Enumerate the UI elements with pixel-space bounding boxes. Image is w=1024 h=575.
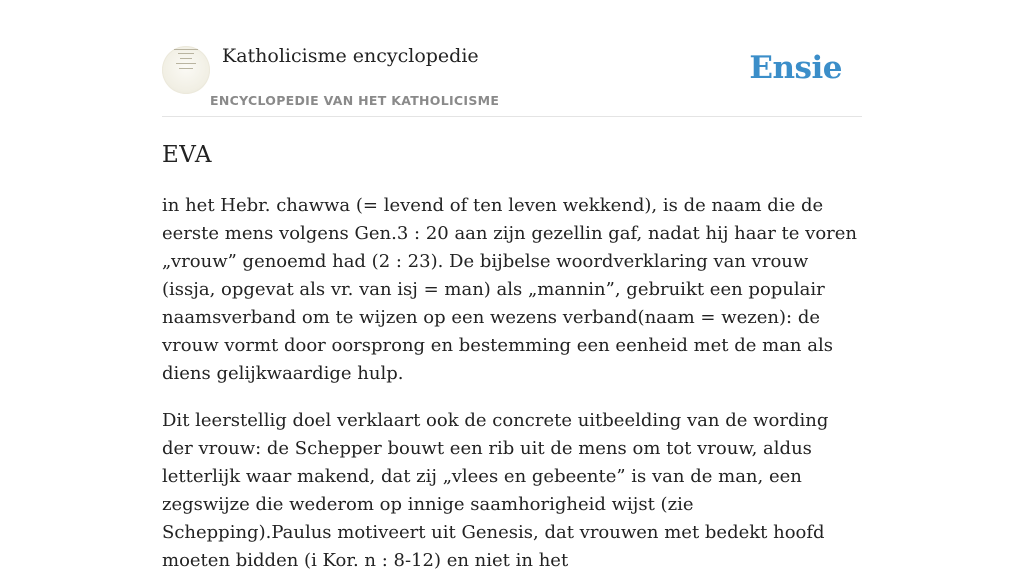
book-cover-icon[interactable] [162,46,210,94]
article-body [162,192,864,575]
ensie-logo-link[interactable]: Ensie [749,50,842,86]
header [162,0,862,117]
article [162,140,864,575]
book-title[interactable]: Katholicisme encyclopedie [222,45,479,67]
article-title: EVA [162,142,212,168]
book-subtitle: ENCYCLOPEDIE VAN HET KATHOLICISME [210,93,500,108]
article-paragraph: in het Hebr. chawwa (= levend of ten leven wekkend), is de naam die de eerste mens volgens Gen.3 : 20 aan zijn gezellin gaf, nadat hij haar te voren „vrouw” genoemd had (2 : 23). De bijbelse woordverklaring van vrouw (issja, opgevat als vr. van isj = man) als „mannin”, gebruikt een populair naamsverband om te wijzen op een wezens verband(naam = wezen): de vrouw vormt door oorsprong en bestemming een eenheid met de man als diens gelijkwaardige hulp. [162,195,858,384]
article-paragraph: Dit leerstellig doel verklaart ook de concrete uitbeelding van de wording der vrouw: de Schepper bouwt een rib uit de mens om tot vrouw, aldus letterlijk waar makend, dat zij „vlees en gebeente” is van de man, een zegswijze die wederom op innige saamhorigheid wijst (zie Schepping).Paulus motiveert uit Genesis, dat vrouwen met bedekt hoofd moeten bidden (i Kor. n : 8-12) en niet in het [162,410,829,571]
